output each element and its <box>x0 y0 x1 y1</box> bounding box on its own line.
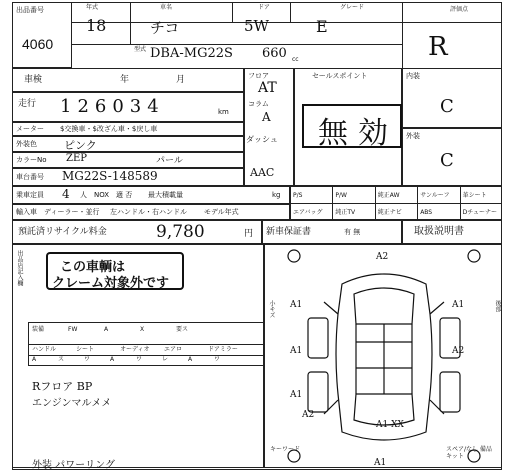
equipment-divider <box>417 186 418 203</box>
equipment-item: Dチューナー <box>462 209 498 216</box>
lot-number: 4060 <box>22 36 54 52</box>
loading-label: 最大積載量 <box>148 191 183 199</box>
equip-table-cell: A <box>104 326 109 333</box>
notice-line-2: クレーム対象外です <box>52 276 170 291</box>
equipment-item: 革シート <box>462 192 487 199</box>
equipment-divider <box>375 203 376 220</box>
door-value: 5W <box>244 17 269 35</box>
color-box <box>12 136 244 152</box>
grade-value: E <box>316 17 328 36</box>
equip-table-cell: レ <box>162 356 169 363</box>
equipment-item: エアバッグ <box>293 209 323 216</box>
cc-unit: cc <box>292 56 299 63</box>
score-value: R <box>428 32 448 62</box>
warranty-options: 有 無 <box>344 228 361 236</box>
equipment-divider <box>460 203 461 220</box>
equip-table-cell: ドアミラー <box>208 346 238 353</box>
equipment-divider <box>332 186 333 203</box>
equip-table-cell: X <box>140 326 145 333</box>
equipment-divider <box>332 203 333 220</box>
exterior-score-label: 外装 <box>406 132 420 140</box>
equip-table-cell: A <box>32 356 37 363</box>
chassis-value: MG22S-148589 <box>62 169 158 183</box>
floor-label: フロア <box>248 72 269 80</box>
nox-values: 適 否 <box>116 191 133 199</box>
loading-unit: kg <box>272 191 281 199</box>
shaken-label: 車検 <box>24 75 43 85</box>
car-value: チコ <box>150 19 180 37</box>
equipment-mid <box>290 203 502 204</box>
spare-label: スペア/なし 備品キット <box>446 446 492 460</box>
handle-options: 左ハンドル・右ハンドル <box>110 208 187 216</box>
nox-label: NOX <box>94 191 110 199</box>
colorcode-extra: パール <box>156 156 183 166</box>
chassis-label: 車台番号 <box>16 173 44 181</box>
colorcode-box <box>12 152 244 168</box>
lot-label: 出品番号 <box>16 6 44 14</box>
recycle-value: 9,780 <box>156 222 205 242</box>
interior-score-label: 内装 <box>406 72 420 80</box>
diagram-side-left: 小キズ <box>268 300 275 318</box>
column-value: A <box>262 110 271 124</box>
interior-score: C <box>440 96 454 117</box>
mark-right-1: A1 <box>452 300 465 310</box>
header-line-2 <box>72 44 402 45</box>
equip-table-cell: ワ <box>214 356 221 363</box>
color-value: ピンク <box>64 139 97 152</box>
door-label: ドア <box>258 4 270 11</box>
key-label: キーワード <box>270 446 301 453</box>
model-value: DBA-MG22S <box>150 46 233 61</box>
equipment-item: 純正TV <box>335 209 356 216</box>
mark-left-3: A1 <box>290 390 303 400</box>
manual-label: 取扱説明書 <box>414 226 464 237</box>
equip-table-cell: 要ス <box>176 326 189 333</box>
seller-side-label: 出品店記入欄 <box>16 250 23 286</box>
header-div-3 <box>290 2 291 22</box>
import-label: 輸入車 <box>16 208 37 216</box>
note-line-2: エンジンマルメメ <box>32 398 112 409</box>
diagram-side-right: 後部 <box>494 300 501 312</box>
mark-bottom: A1 XX <box>376 420 404 430</box>
equip-table-cell: ハンドル <box>32 346 57 353</box>
equip-table-cell: オーディオ <box>120 346 150 353</box>
equipment-divider <box>375 186 376 203</box>
equip-table-l1 <box>28 344 264 345</box>
cc-value: 660 <box>262 46 287 61</box>
capacity-value: 4 <box>62 187 70 201</box>
aircon-value: AAC <box>250 166 275 179</box>
equip-table-cell: シート <box>76 346 95 353</box>
note-line-1: Rフロア BP <box>32 380 93 393</box>
score-label: 評価点 <box>450 6 469 13</box>
header-div-1 <box>130 2 131 44</box>
mark-left-2: A1 <box>290 346 303 356</box>
mileage-label: 走行 <box>18 99 37 109</box>
equipment-item: P/S <box>293 192 303 199</box>
model-year-label: モデル年式 <box>204 208 239 216</box>
colorcode-label: カラーNo <box>16 156 47 164</box>
equipment-item: P/W <box>335 192 347 199</box>
shaken-month: 月 <box>176 75 186 85</box>
equip-table-cell: エアロ <box>164 346 183 353</box>
meter-options: $交換車・$改ざん車・$戻し車 <box>60 125 158 133</box>
meter-label: メーター <box>16 125 44 133</box>
header-line-1 <box>72 22 502 23</box>
equip-table-cell: ス <box>58 356 65 363</box>
dash-value: ダッシュ <box>246 135 278 144</box>
sales-point-label: セールスポイント <box>312 72 368 80</box>
capacity-label: 乗車定員 <box>16 191 44 199</box>
mileage-unit: km <box>218 108 229 116</box>
shaken-year: 年 <box>120 75 130 85</box>
car-diagram <box>264 244 502 468</box>
floor-value: AT <box>258 80 277 96</box>
equip-table-cell: ワ <box>84 356 91 363</box>
column-label: コラム <box>248 100 269 108</box>
void-stamp-text: 無効 <box>318 116 398 151</box>
year-label: 年式 <box>86 4 99 11</box>
equip-table-cell: A <box>188 356 193 363</box>
colorcode-value: ZEP <box>66 153 87 164</box>
mark-foot: A1 <box>374 458 387 468</box>
notice-line-1: この車輌は <box>60 260 126 275</box>
equip-table-cell: FW <box>68 326 78 333</box>
equipment-item: サンルーフ <box>420 192 450 199</box>
header-div-4 <box>402 2 403 68</box>
warranty-label: 新車保証書 <box>266 227 312 237</box>
mark-left-4: A2 <box>302 410 315 420</box>
equipment-item: 純正AW <box>377 192 400 199</box>
equip-table-cell: 装備 <box>32 326 45 333</box>
note-line-3: 外装 パワーリング <box>32 460 115 471</box>
recycle-label: 預託済リサイクル料金 <box>18 227 107 237</box>
equip-table-cell: ワ <box>136 356 143 363</box>
mark-right-2: A2 <box>452 346 465 356</box>
mark-left-1: A1 <box>290 300 303 310</box>
header-div-2 <box>232 2 233 22</box>
grade-label: グレード <box>340 4 365 11</box>
color-label: 外装色 <box>16 140 37 148</box>
import-options: ディーラー・並行 <box>44 208 100 216</box>
car-label: 車名 <box>160 4 173 11</box>
model-label: 型式 <box>134 46 147 53</box>
equipment-item: ABS <box>420 209 433 216</box>
mark-top: A2 <box>376 252 389 262</box>
equipment-divider <box>460 186 461 203</box>
equip-table-cell: A <box>110 356 115 363</box>
equipment-item: 純正ナビ <box>377 209 402 216</box>
exterior-score: C <box>440 150 454 171</box>
equipment-divider <box>417 203 418 220</box>
mileage-value: 126034 <box>60 96 165 117</box>
recycle-unit: 円 <box>244 229 254 239</box>
year-value: 18 <box>86 16 107 35</box>
capacity-unit: 人 <box>80 191 87 199</box>
